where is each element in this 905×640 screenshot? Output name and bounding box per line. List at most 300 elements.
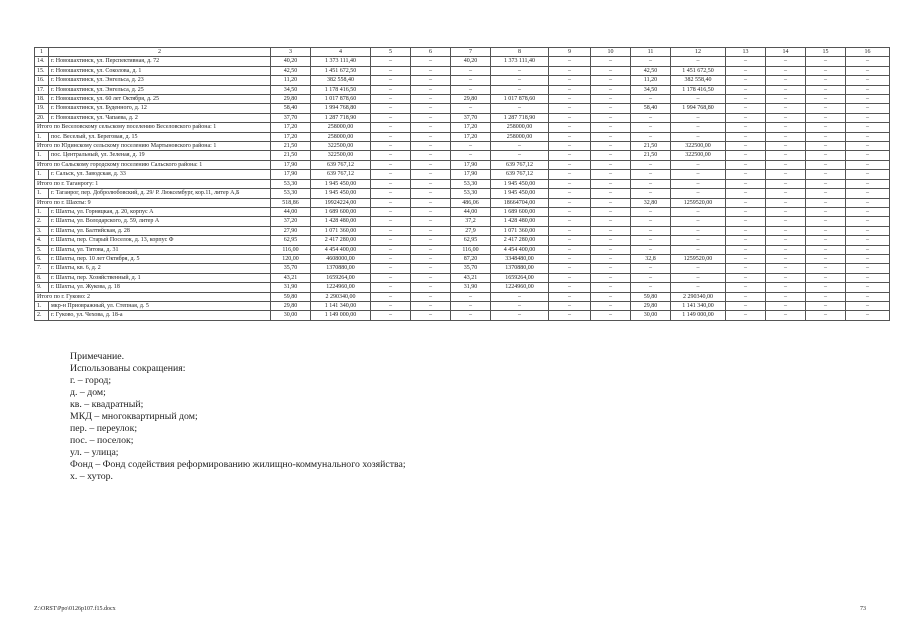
value-cell: – [766, 151, 806, 160]
value-cell: 19924224,00 [311, 198, 371, 207]
value-cell: – [806, 254, 846, 263]
page-number: 73 [860, 606, 866, 612]
value-cell: – [671, 170, 726, 179]
value-cell: – [806, 95, 846, 104]
address-cell: Итого по Веселовскому сельскому поселению Веселовского района: 1 [35, 123, 271, 132]
value-cell: 44,00 [451, 207, 491, 216]
table-row [35, 142, 890, 151]
value-cell: – [451, 66, 491, 75]
row-number-cell: 8. [35, 273, 49, 282]
value-cell: 1659264,00 [311, 273, 371, 282]
column-header: 3 [271, 48, 311, 57]
value-cell: – [806, 264, 846, 273]
value-cell: 17,20 [451, 123, 491, 132]
value-cell: – [371, 311, 411, 320]
row-number-cell: 2. [35, 217, 49, 226]
value-cell: 258000,00 [491, 123, 549, 132]
value-cell: – [549, 311, 591, 320]
value-cell: 11,20 [631, 76, 671, 85]
notes-block [70, 351, 406, 483]
value-cell: – [549, 301, 591, 310]
value-cell: – [591, 301, 631, 310]
value-cell: 17,90 [271, 160, 311, 169]
value-cell: – [766, 292, 806, 301]
value-cell: – [671, 113, 726, 122]
address-cell: Итого по г. Гуково: 2 [35, 292, 271, 301]
address-cell: мкр-н Приовражный, ул. Степная, д. 5 [49, 301, 271, 310]
value-cell: – [806, 301, 846, 310]
address-cell: г. Новошахтинск, ул. Чапаева, д. 2 [49, 113, 271, 122]
value-cell: – [411, 95, 451, 104]
table-row [35, 301, 890, 310]
row-number-cell: 2. [35, 311, 49, 320]
value-cell: – [631, 132, 671, 141]
value-cell: 1 373 111,40 [491, 57, 549, 66]
value-cell: 32,8 [631, 254, 671, 263]
value-cell: – [726, 85, 766, 94]
value-cell: – [491, 85, 549, 94]
value-cell: – [726, 189, 766, 198]
value-cell: – [846, 57, 890, 66]
value-cell: 639 767,12 [311, 160, 371, 169]
table-row [35, 311, 890, 320]
value-cell: – [806, 170, 846, 179]
row-number-cell: 15. [35, 66, 49, 75]
value-cell: – [371, 245, 411, 254]
value-cell: – [411, 226, 451, 235]
value-cell: – [591, 273, 631, 282]
value-cell: – [726, 66, 766, 75]
value-cell: – [631, 160, 671, 169]
value-cell: – [631, 207, 671, 216]
value-cell: – [591, 254, 631, 263]
value-cell: 1 945 450,00 [311, 179, 371, 188]
value-cell: – [371, 160, 411, 169]
value-cell: 58,40 [271, 104, 311, 113]
value-cell: 35,70 [271, 264, 311, 273]
value-cell: – [411, 85, 451, 94]
value-cell: – [371, 66, 411, 75]
column-header: 14 [766, 48, 806, 57]
row-number-cell: 16. [35, 76, 49, 85]
row-number-cell: 1. [35, 207, 49, 216]
value-cell: – [766, 254, 806, 263]
table-row [35, 160, 890, 169]
value-cell: – [766, 301, 806, 310]
value-cell: – [631, 226, 671, 235]
value-cell: 1 428 480,00 [311, 217, 371, 226]
value-cell: – [726, 311, 766, 320]
row-number-cell: 6. [35, 254, 49, 263]
value-cell: – [549, 85, 591, 94]
value-cell: – [846, 264, 890, 273]
note-line: пер. – переулок; [70, 423, 138, 434]
table-row [35, 283, 890, 292]
value-cell: – [846, 311, 890, 320]
value-cell: 37,70 [271, 113, 311, 122]
value-cell: – [591, 292, 631, 301]
address-cell: Итого по Юдинскому сельскому поселению Мартыновского района: 1 [35, 142, 271, 151]
value-cell: – [846, 207, 890, 216]
value-cell: 322500,00 [311, 142, 371, 151]
value-cell: 21,50 [631, 142, 671, 151]
value-cell: – [726, 236, 766, 245]
value-cell: 37,2 [451, 217, 491, 226]
value-cell: – [591, 226, 631, 235]
value-cell: – [411, 57, 451, 66]
row-number-cell: 18. [35, 95, 49, 104]
value-cell: – [491, 151, 549, 160]
value-cell: – [411, 113, 451, 122]
value-cell: – [766, 57, 806, 66]
value-cell: – [451, 76, 491, 85]
table-row [35, 151, 890, 160]
value-cell: 1 373 111,40 [311, 57, 371, 66]
address-cell: г. Новошахтинск, ул. 60 лет Октября, д. 25 [49, 95, 271, 104]
value-cell: – [591, 179, 631, 188]
row-number-cell: 1. [35, 151, 49, 160]
table-row [35, 189, 890, 198]
column-header: 6 [411, 48, 451, 57]
value-cell: 1 017 878,60 [311, 95, 371, 104]
value-cell: 11,20 [271, 76, 311, 85]
note-line: Примечание. [70, 351, 125, 362]
value-cell: – [371, 104, 411, 113]
value-cell: 17,20 [271, 123, 311, 132]
value-cell: – [726, 170, 766, 179]
table-row [35, 85, 890, 94]
table-row [35, 226, 890, 235]
value-cell: – [766, 132, 806, 141]
value-cell: 258000,00 [311, 123, 371, 132]
value-cell: – [631, 283, 671, 292]
value-cell: – [411, 189, 451, 198]
value-cell: – [766, 217, 806, 226]
value-cell: – [766, 311, 806, 320]
value-cell: – [549, 66, 591, 75]
value-cell: 40,20 [271, 57, 311, 66]
value-cell: – [549, 226, 591, 235]
value-cell: 18664704,00 [491, 198, 549, 207]
column-header: 4 [311, 48, 371, 57]
value-cell: 31,90 [451, 283, 491, 292]
value-cell: – [371, 198, 411, 207]
value-cell: 1 451 672,50 [671, 66, 726, 75]
value-cell: – [726, 160, 766, 169]
value-cell: 322500,00 [671, 142, 726, 151]
value-cell: – [846, 217, 890, 226]
value-cell: – [671, 236, 726, 245]
address-cell: г. Новошахтинск, ул. Буденного, д. 12 [49, 104, 271, 113]
value-cell: – [766, 85, 806, 94]
column-header: 12 [671, 48, 726, 57]
value-cell: 1 287 718,90 [491, 113, 549, 122]
table-row [35, 66, 890, 75]
value-cell: – [631, 113, 671, 122]
table-row [35, 264, 890, 273]
value-cell: 1659264,00 [491, 273, 549, 282]
address-cell: г. Новошахтинск, ул. Энгельса, д. 25 [49, 85, 271, 94]
row-number-cell: 5. [35, 245, 49, 254]
row-number-cell: 1. [35, 170, 49, 179]
value-cell: – [549, 217, 591, 226]
value-cell: 37,20 [271, 217, 311, 226]
value-cell: – [451, 311, 491, 320]
table-row [35, 179, 890, 188]
value-cell: – [371, 132, 411, 141]
value-cell: – [631, 95, 671, 104]
value-cell: – [591, 311, 631, 320]
value-cell: 1 945 450,00 [491, 189, 549, 198]
value-cell: – [766, 264, 806, 273]
value-cell: – [591, 104, 631, 113]
value-cell: – [846, 95, 890, 104]
value-cell: – [411, 170, 451, 179]
note-line: г. – город; [70, 375, 112, 386]
value-cell: – [411, 123, 451, 132]
table-row [35, 57, 890, 66]
value-cell: 59,80 [631, 292, 671, 301]
value-cell: – [411, 254, 451, 263]
table-row [35, 76, 890, 85]
value-cell: – [549, 283, 591, 292]
value-cell: 1370880,00 [311, 264, 371, 273]
address-cell: г. Шахты, ул. Горняцкая, д. 20, корпус А [49, 207, 271, 216]
value-cell: – [371, 123, 411, 132]
value-cell: – [549, 113, 591, 122]
value-cell: – [631, 189, 671, 198]
value-cell: – [591, 76, 631, 85]
row-number-cell: 3. [35, 226, 49, 235]
value-cell: 17,90 [271, 170, 311, 179]
value-cell: – [451, 301, 491, 310]
value-cell: – [846, 301, 890, 310]
value-cell: 59,80 [271, 292, 311, 301]
value-cell: – [411, 151, 451, 160]
value-cell: – [631, 273, 671, 282]
value-cell: – [766, 66, 806, 75]
value-cell: – [726, 76, 766, 85]
value-cell: – [591, 57, 631, 66]
value-cell: – [591, 198, 631, 207]
column-header: 7 [451, 48, 491, 57]
value-cell: – [671, 57, 726, 66]
value-cell: – [766, 142, 806, 151]
value-cell: – [631, 264, 671, 273]
value-cell: – [671, 207, 726, 216]
value-cell: – [631, 123, 671, 132]
note-line: ул. – улица; [70, 447, 119, 458]
value-cell: – [846, 123, 890, 132]
value-cell: – [726, 57, 766, 66]
value-cell: 1224960,00 [491, 283, 549, 292]
value-cell: 53,30 [451, 179, 491, 188]
value-cell: – [806, 132, 846, 141]
value-cell: – [549, 104, 591, 113]
value-cell: – [806, 273, 846, 282]
value-cell: – [726, 283, 766, 292]
value-cell: – [726, 95, 766, 104]
value-cell: 43,21 [451, 273, 491, 282]
value-cell: – [491, 292, 549, 301]
value-cell: 1370880,00 [491, 264, 549, 273]
value-cell: – [371, 217, 411, 226]
table-row [35, 95, 890, 104]
table-row [35, 132, 890, 141]
value-cell: – [411, 142, 451, 151]
value-cell: 1 451 672,50 [311, 66, 371, 75]
value-cell: 1 149 000,00 [671, 311, 726, 320]
value-cell: 21,50 [271, 151, 311, 160]
value-cell: – [549, 198, 591, 207]
address-cell: г. Новошахтинск, ул. Энгельса, д. 23 [49, 76, 271, 85]
value-cell: – [371, 273, 411, 282]
value-cell: – [451, 151, 491, 160]
value-cell: – [766, 226, 806, 235]
value-cell: – [549, 95, 591, 104]
value-cell: – [806, 66, 846, 75]
value-cell: – [549, 292, 591, 301]
address-cell: Итого по г. Шахты: 9 [35, 198, 271, 207]
note-line: Использованы сокращения: [70, 363, 186, 374]
value-cell: – [591, 151, 631, 160]
column-header: 16 [846, 48, 890, 57]
note-line: пос. – поселок; [70, 435, 134, 446]
value-cell: – [766, 236, 806, 245]
value-cell: – [451, 104, 491, 113]
address-cell: пос. Центральный, ул. Зеленая, д. 19 [49, 151, 271, 160]
value-cell: 62,95 [451, 236, 491, 245]
value-cell: – [549, 236, 591, 245]
value-cell: 639 767,12 [311, 170, 371, 179]
value-cell: – [806, 113, 846, 122]
row-number-cell: 7. [35, 264, 49, 273]
value-cell: 1 017 878,60 [491, 95, 549, 104]
value-cell: 1 149 000,00 [311, 311, 371, 320]
value-cell: – [491, 311, 549, 320]
value-cell: 116,00 [271, 245, 311, 254]
value-cell: – [631, 245, 671, 254]
value-cell: – [591, 236, 631, 245]
value-cell: – [806, 57, 846, 66]
value-cell: 32,80 [631, 198, 671, 207]
address-cell: г. Шахты, ул. Балтийская, д. 28 [49, 226, 271, 235]
value-cell: – [491, 142, 549, 151]
address-cell: г. Новошахтинск, ул. Перспективная, д. 72 [49, 57, 271, 66]
table-row [35, 254, 890, 263]
value-cell: – [846, 245, 890, 254]
value-cell: – [371, 236, 411, 245]
value-cell: – [549, 179, 591, 188]
value-cell: – [371, 264, 411, 273]
value-cell: – [846, 132, 890, 141]
value-cell: – [411, 301, 451, 310]
value-cell: 1 689 600,00 [491, 207, 549, 216]
value-cell: – [671, 95, 726, 104]
value-cell: 34,50 [631, 85, 671, 94]
value-cell: 87,20 [451, 254, 491, 263]
address-cell: г. Сальск, ул. Заводская, д. 33 [49, 170, 271, 179]
value-cell: – [726, 301, 766, 310]
value-cell: – [549, 160, 591, 169]
value-cell: – [451, 292, 491, 301]
value-cell: – [491, 66, 549, 75]
value-cell: – [591, 170, 631, 179]
value-cell: – [766, 170, 806, 179]
value-cell: – [806, 236, 846, 245]
value-cell: – [549, 132, 591, 141]
value-cell: 1 141 340,00 [311, 301, 371, 310]
value-cell: – [806, 283, 846, 292]
address-cell: г. Шахты, пер. Старый Поселок, д. 13, корпус Ф [49, 236, 271, 245]
value-cell: – [411, 66, 451, 75]
value-cell: – [411, 264, 451, 273]
value-cell: – [549, 254, 591, 263]
column-header: 1 [35, 48, 49, 57]
value-cell: 17,90 [451, 170, 491, 179]
value-cell: – [591, 217, 631, 226]
value-cell: – [806, 198, 846, 207]
value-cell: – [766, 189, 806, 198]
value-cell: – [766, 95, 806, 104]
value-cell: 29,80 [631, 301, 671, 310]
value-cell: – [806, 207, 846, 216]
value-cell: – [766, 179, 806, 188]
value-cell: – [591, 132, 631, 141]
table-row [35, 217, 890, 226]
value-cell: 639 767,12 [491, 170, 549, 179]
table-row [35, 273, 890, 282]
value-cell: 518,86 [271, 198, 311, 207]
address-cell: г. Шахты, ул. Жукова, д. 18 [49, 283, 271, 292]
address-cell: г. Шахты, кв. 6, д. 2 [49, 264, 271, 273]
value-cell: 1 689 600,00 [311, 207, 371, 216]
note-line: д. – дом; [70, 387, 106, 398]
note-line: кв. – квадратный; [70, 399, 144, 410]
row-number-cell: 4. [35, 236, 49, 245]
value-cell: – [549, 142, 591, 151]
column-header: 9 [549, 48, 591, 57]
column-header: 2 [49, 48, 271, 57]
value-cell: – [846, 226, 890, 235]
table-body [35, 57, 890, 320]
value-cell: – [411, 198, 451, 207]
value-cell: – [591, 189, 631, 198]
value-cell: 2 290340,00 [671, 292, 726, 301]
value-cell: 486,06 [451, 198, 491, 207]
value-cell: – [631, 179, 671, 188]
value-cell: – [591, 160, 631, 169]
value-cell: – [726, 132, 766, 141]
value-cell: – [631, 57, 671, 66]
row-number-cell: 1. [35, 301, 49, 310]
value-cell: – [591, 123, 631, 132]
value-cell: – [371, 179, 411, 188]
row-number-cell: 17. [35, 85, 49, 94]
value-cell: 42,50 [631, 66, 671, 75]
value-cell: – [591, 142, 631, 151]
value-cell: 1 141 340,00 [671, 301, 726, 310]
value-cell: – [549, 57, 591, 66]
value-cell: – [371, 85, 411, 94]
value-cell: – [766, 113, 806, 122]
value-cell: – [371, 95, 411, 104]
value-cell: 31,90 [271, 283, 311, 292]
value-cell: – [411, 104, 451, 113]
value-cell: – [671, 283, 726, 292]
value-cell: – [846, 160, 890, 169]
value-cell: – [591, 95, 631, 104]
